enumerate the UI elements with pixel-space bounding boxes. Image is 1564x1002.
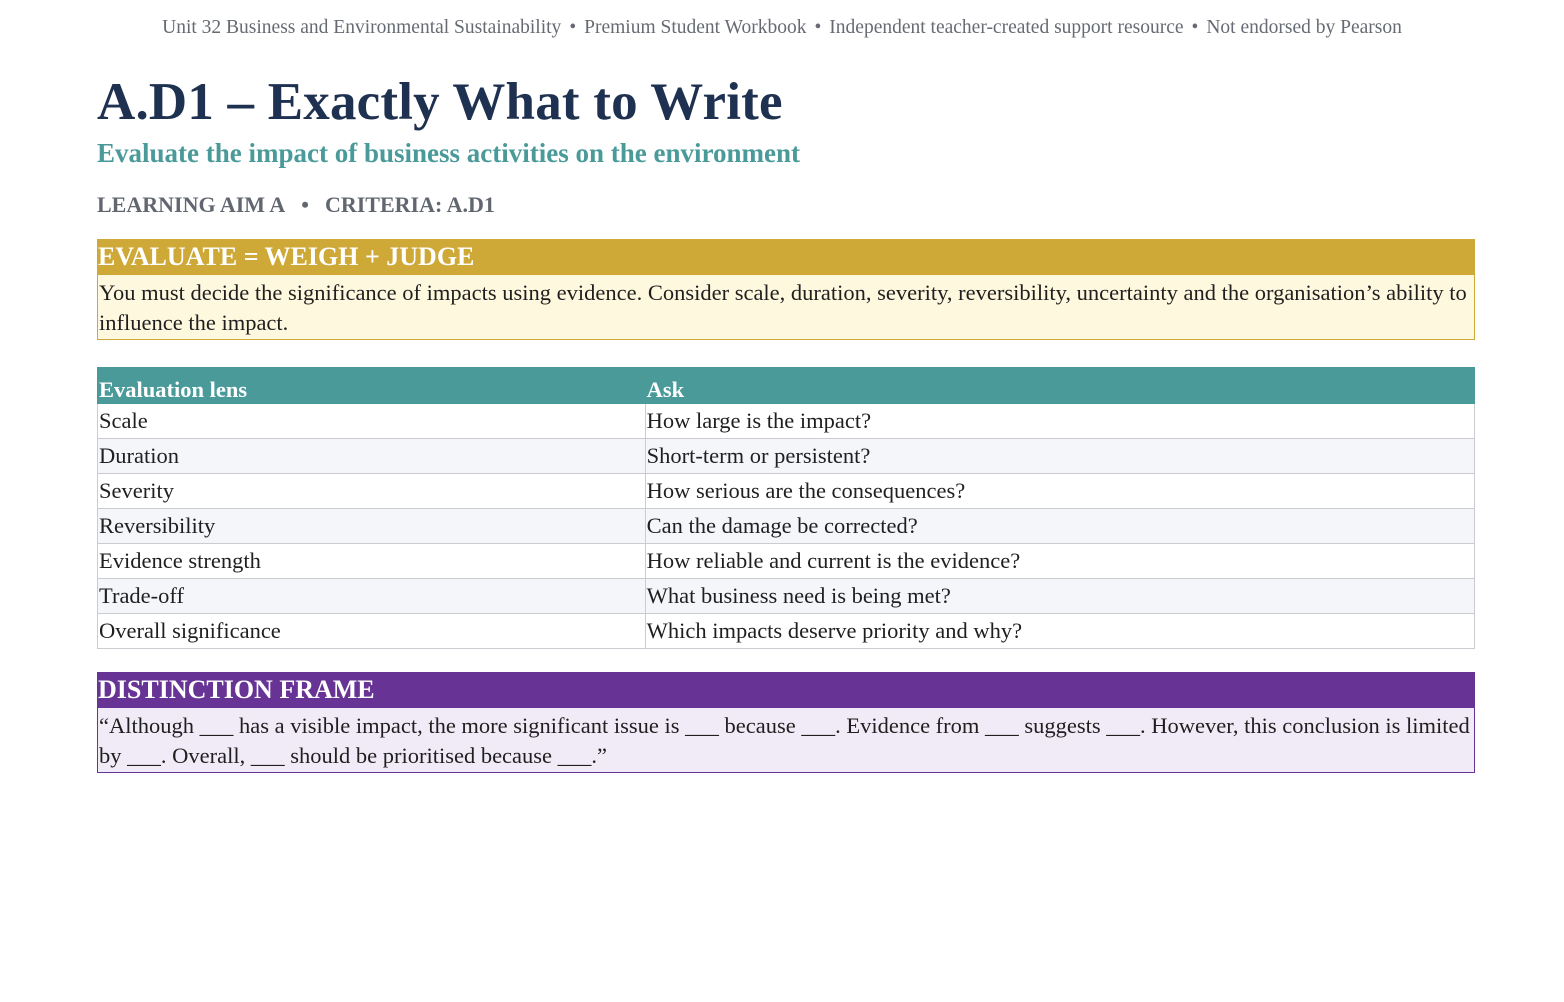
criteria-label: CRITERIA: A.D1	[324, 192, 495, 217]
evaluate-callout-body: You must decide the significance of impacts using evidence. Consider scale, duration, severity, reversibility, uncertainty and the organisation’s ability to influence the impact.	[97, 275, 1475, 340]
table-row	[98, 439, 1475, 474]
distinction-callout	[97, 672, 1475, 773]
table-row	[98, 474, 1475, 509]
learning-aim-label: LEARNING AIM A	[97, 192, 286, 217]
header-disclaimer: Not endorsed by Pearson	[1206, 17, 1402, 38]
header-separator: •	[1191, 17, 1199, 38]
ask-cell: How serious are the consequences?	[645, 474, 1474, 509]
page-title: A.D1 – Exactly What to Write	[97, 73, 783, 131]
evaluate-callout-heading: EVALUATE = WEIGH + JUDGE	[97, 239, 1475, 275]
page-subtitle: Evaluate the impact of business activities on the environment	[97, 138, 800, 168]
lens-cell: Scale	[98, 404, 646, 439]
lens-cell: Trade-off	[98, 579, 646, 614]
table-row	[98, 579, 1475, 614]
header-separator: •	[814, 17, 822, 38]
table-header-row	[98, 368, 1475, 404]
header-unit: Unit 32 Business and Environmental Sustainability	[162, 17, 562, 38]
distinction-callout-heading: DISTINCTION FRAME	[97, 672, 1475, 708]
table-row	[98, 509, 1475, 544]
header-resource-note: Independent teacher-created support resource	[829, 17, 1184, 38]
evaluation-lens-table	[97, 367, 1475, 649]
ask-cell: Which impacts deserve priority and why?	[645, 614, 1474, 649]
lens-cell: Reversibility	[98, 509, 646, 544]
table-row	[98, 614, 1475, 649]
running-header	[0, 17, 1564, 39]
header-workbook: Premium Student Workbook	[584, 17, 807, 38]
header-separator: •	[569, 17, 577, 38]
lens-cell: Evidence strength	[98, 544, 646, 579]
distinction-callout-body: “Although ___ has a visible impact, the more significant issue is ___ because ___. Evidence from ___ suggests ___. However, this conclusion is limited by ___. Overall, ___ should be prioritised because ___.”	[97, 708, 1475, 773]
lens-cell: Duration	[98, 439, 646, 474]
ask-cell: How large is the impact?	[645, 404, 1474, 439]
table-row	[98, 404, 1475, 439]
meta-separator: •	[301, 192, 309, 217]
column-header-lens: Evaluation lens	[98, 368, 646, 404]
ask-cell: Short-term or persistent?	[645, 439, 1474, 474]
ask-cell: What business need is being met?	[645, 579, 1474, 614]
lens-cell: Overall significance	[98, 614, 646, 649]
column-header-ask: Ask	[645, 368, 1474, 404]
criteria-meta	[97, 192, 495, 218]
table-row	[98, 544, 1475, 579]
ask-cell: How reliable and current is the evidence?	[645, 544, 1474, 579]
evaluate-callout	[97, 239, 1475, 340]
lens-cell: Severity	[98, 474, 646, 509]
ask-cell: Can the damage be corrected?	[645, 509, 1474, 544]
